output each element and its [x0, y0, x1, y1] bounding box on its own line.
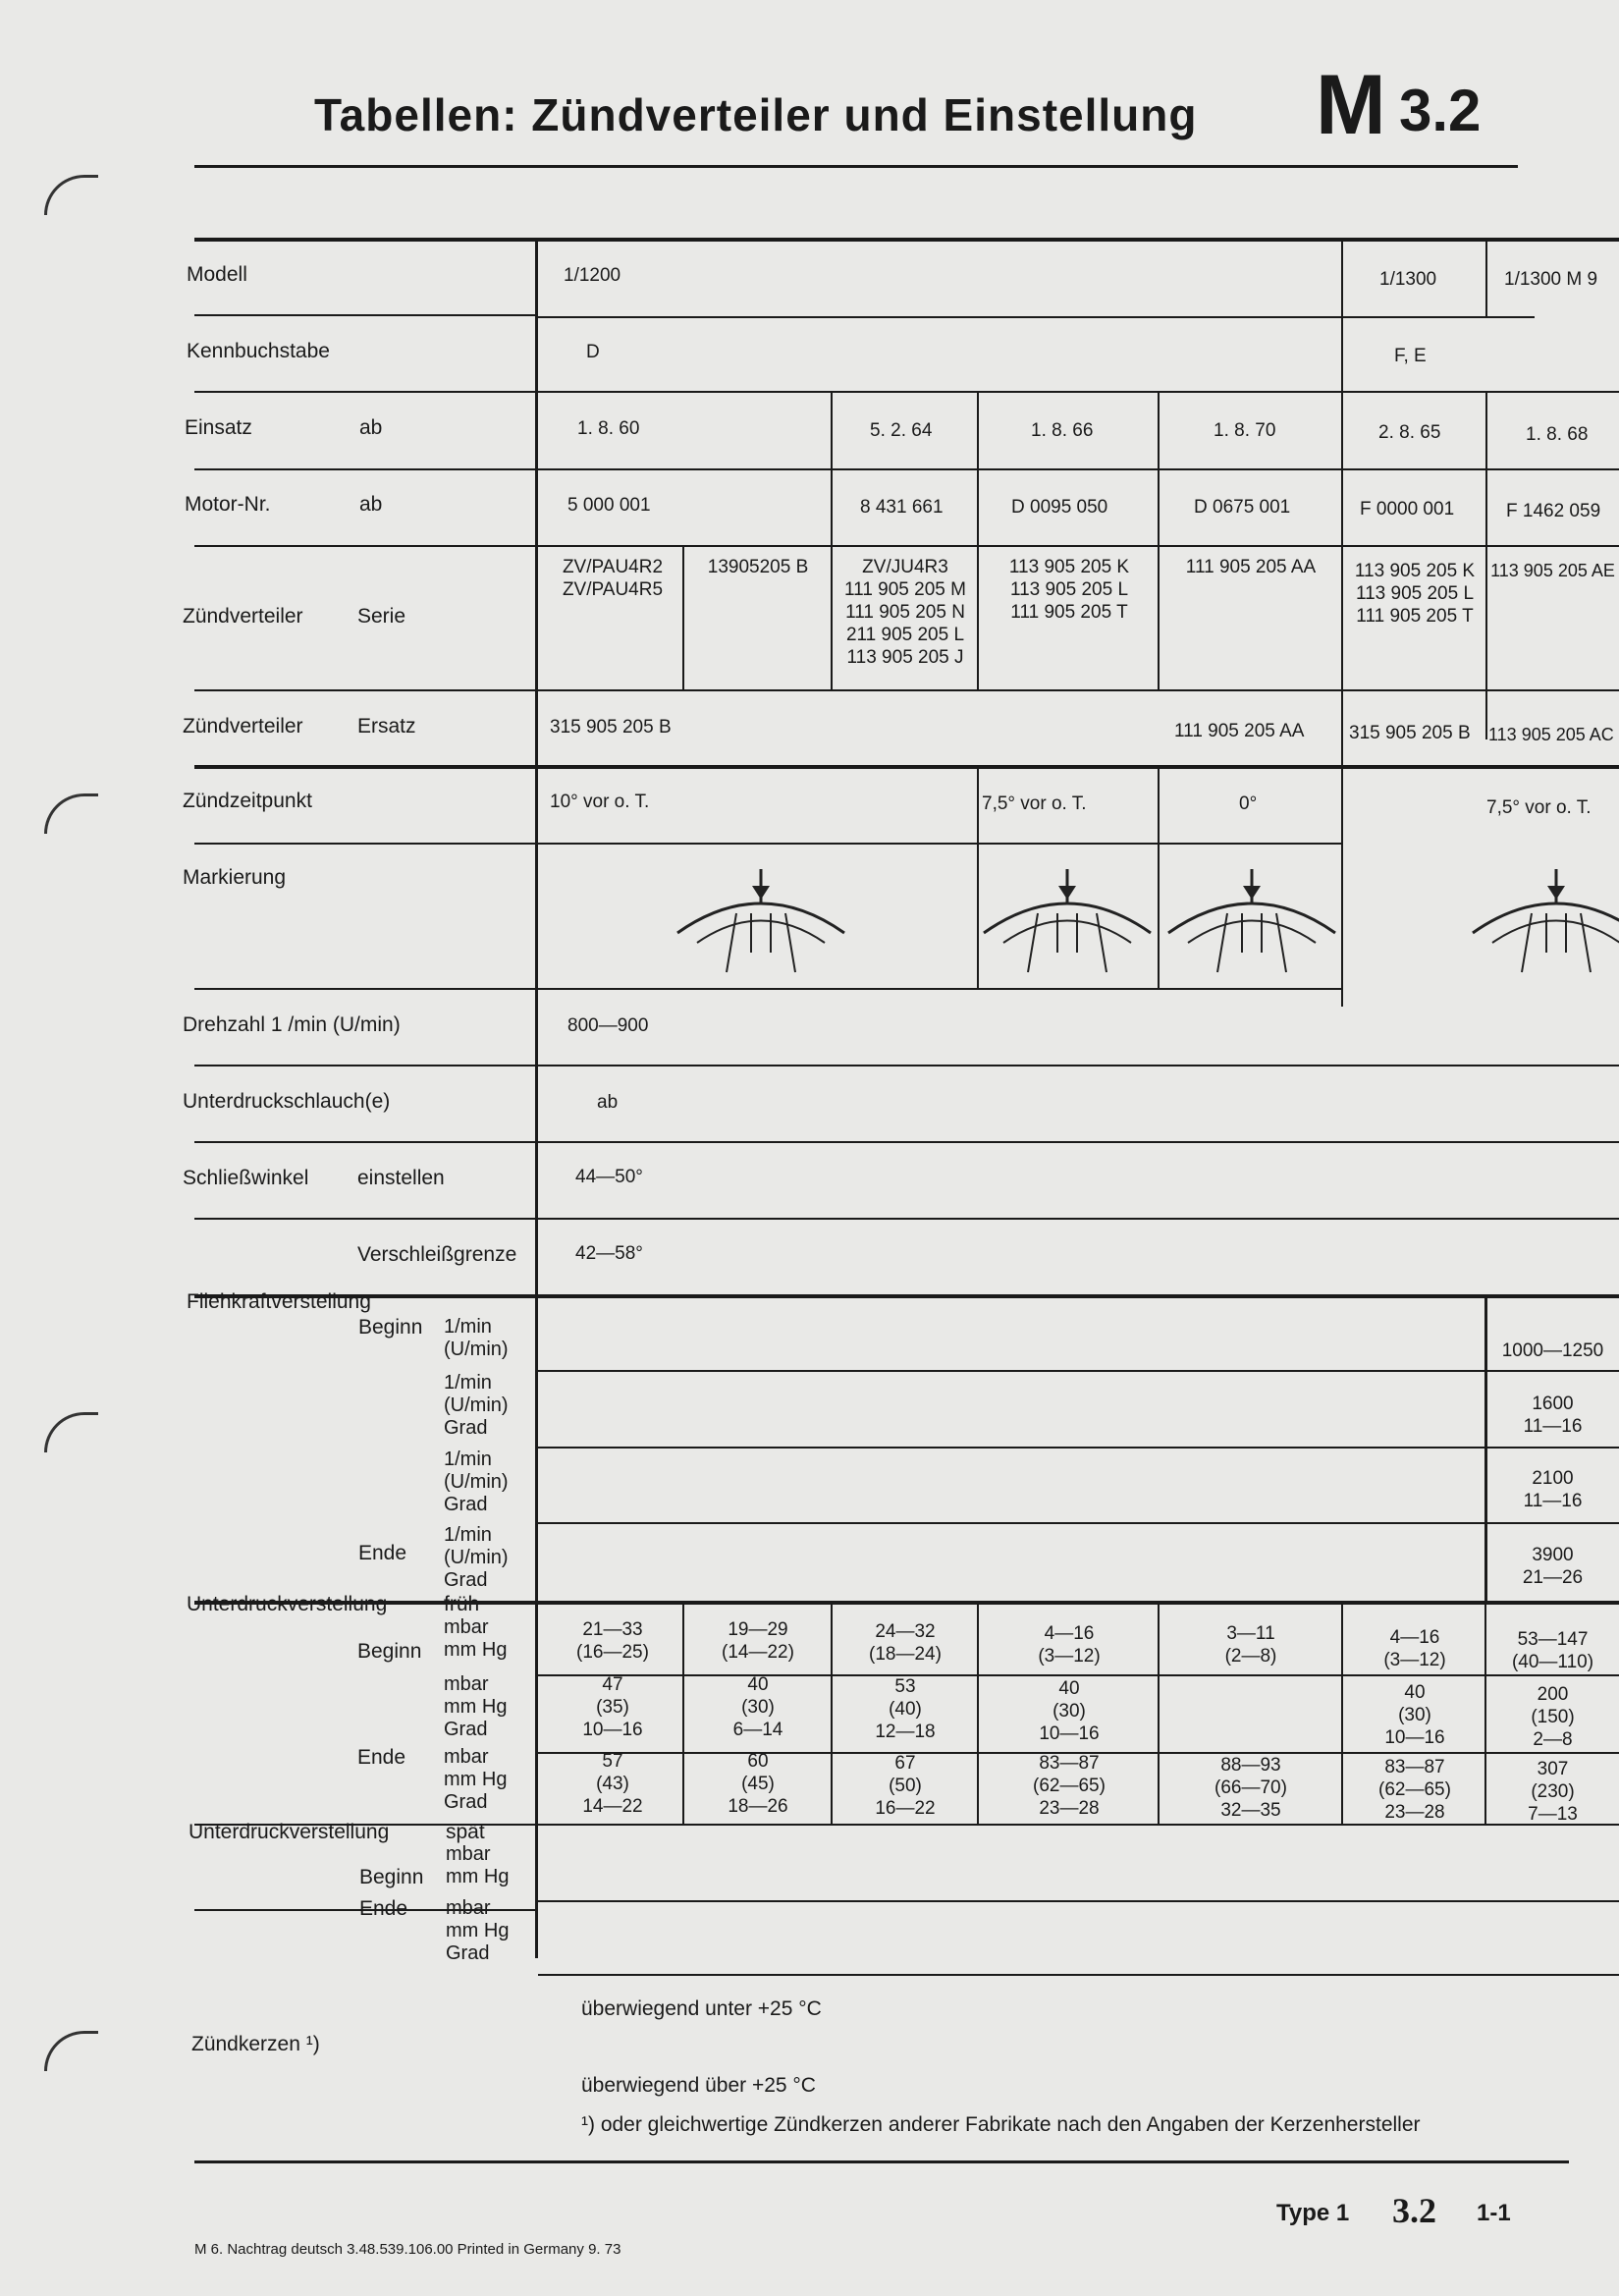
label-modell: Modell — [187, 263, 247, 286]
kerzen-unter: überwiegend unter +25 °C — [581, 1997, 822, 2020]
udf-mid-6: 40 (30) 10—16 — [1384, 1682, 1445, 1748]
flieh-4: 3900 21—26 — [1522, 1545, 1584, 1588]
binder-hole — [44, 2031, 98, 2071]
zzp-1: 10° vor o. T. — [550, 792, 650, 812]
schliess-verschleiss-value: 42—58° — [575, 1243, 643, 1264]
motor-6: F 1462 059 — [1506, 501, 1601, 521]
zzp-2: 7,5° vor o. T. — [982, 793, 1087, 814]
label-flieh-beginn: Beginn — [358, 1316, 423, 1339]
table-top-rule — [194, 238, 1619, 242]
einsatz-2: 5. 2. 64 — [870, 420, 933, 441]
udf-ende-6: 83—87 (62—65) 23—28 — [1378, 1757, 1451, 1823]
binder-hole — [44, 793, 98, 834]
udf-ende-4: 83—87 (62—65) 23—28 — [1033, 1753, 1106, 1819]
pulley-mark-icon — [1159, 864, 1345, 982]
einsatz-3: 1. 8. 66 — [1031, 420, 1094, 441]
zv-serie-4: 113 905 205 K 113 905 205 L 111 905 205 T — [1008, 557, 1130, 623]
udf-beginn-2: 19—29 (14—22) — [722, 1619, 794, 1663]
zv-serie-5: 111 905 205 AA — [1185, 557, 1317, 577]
udf-mid-7: 200 (150) 2—8 — [1531, 1684, 1575, 1750]
label-zv-ersatz: Zündverteiler — [183, 715, 303, 738]
label-kennbuchstabe: Kennbuchstabe — [187, 340, 330, 362]
udf-mid-2: 40 (30) 6—14 — [732, 1674, 783, 1740]
label-einsatz: Einsatz — [185, 416, 252, 439]
zv-ersatz-2: 111 905 205 AA — [1174, 721, 1305, 741]
label-ud-frueh-ende: Ende — [357, 1746, 406, 1769]
label-zzp: Zündzeitpunkt — [183, 790, 312, 812]
label-divider — [535, 238, 538, 1958]
label-motor-ab: ab — [359, 493, 383, 516]
label-zv-ersatz-sub: Ersatz — [357, 715, 416, 738]
label-schliess-einstellen: einstellen — [357, 1167, 445, 1189]
einsatz-5: 2. 8. 65 — [1378, 422, 1441, 443]
udf-ende-3: 67 (50) 16—22 — [875, 1753, 936, 1819]
label-flieh: Fliehkraftverstellung — [187, 1290, 371, 1313]
udf-beginn-6: 4—16 (3—12) — [1383, 1627, 1446, 1670]
section-number: 3.2 — [1399, 78, 1482, 143]
label-flieh-ende: Ende — [358, 1542, 407, 1564]
unit-ud-spaet-2: mbar mm Hg Grad — [446, 1897, 510, 1964]
motor-3: D 0095 050 — [1011, 497, 1108, 518]
binder-hole — [44, 175, 98, 215]
kenn-2: F, E — [1394, 346, 1427, 366]
section-letter: M — [1316, 58, 1386, 152]
unit-ud-frueh-2: mbar mm Hg Grad — [444, 1673, 508, 1740]
zv-ersatz-3: 315 905 205 B — [1349, 723, 1471, 743]
footer-section: 3.2 — [1392, 2191, 1436, 2230]
udf-ende-1: 57 (43) 14—22 — [582, 1751, 643, 1817]
einsatz-1: 1. 8. 60 — [577, 418, 640, 439]
label-motor: Motor-Nr. — [185, 493, 271, 516]
footer-imprint: M 6. Nachtrag deutsch 3.48.539.106.00 Printed in Germany 9. 73 — [194, 2241, 621, 2258]
label-einsatz-ab: ab — [359, 416, 383, 439]
kerzen-footnote: ¹) oder gleichwertige Zündkerzen anderer Fabrikate nach den Angaben der Kerzenhersteller — [581, 2113, 1421, 2136]
udf-ende-2: 60 (45) 18—26 — [728, 1751, 788, 1817]
motor-1: 5 000 001 — [567, 495, 651, 516]
schlauch-value: ab — [597, 1092, 619, 1113]
binder-hole — [44, 1412, 98, 1452]
modell-3: 1/1300 M 9 — [1504, 269, 1598, 290]
label-ud-frueh: Unterdruckverstellung — [187, 1593, 388, 1615]
modell-2: 1/1300 — [1379, 269, 1437, 290]
label-zv-serie-sub: Serie — [357, 605, 406, 628]
label-schliess-verschleiss: Verschleißgrenze — [357, 1243, 517, 1266]
zv-ersatz-4: 113 905 205 AC — [1488, 725, 1614, 744]
udf-beginn-4: 4—16 (3—12) — [1038, 1623, 1101, 1667]
motor-2: 8 431 661 — [860, 497, 944, 518]
title-rule — [194, 165, 1518, 168]
pulley-mark-icon — [668, 864, 854, 982]
label-schlauch: Unterdruckschlauch(e) — [183, 1090, 391, 1113]
pulley-mark-icon — [974, 864, 1160, 982]
zv-serie-1: ZV/PAU4R2 ZV/PAU4R5 — [562, 557, 664, 600]
drehzahl-value: 800—900 — [567, 1015, 649, 1036]
label-ud-spaet-mode: spät — [446, 1821, 485, 1843]
flieh-1: 1000—1250 — [1501, 1340, 1604, 1361]
unit-flieh-1: 1/min (U/min) — [444, 1316, 509, 1360]
udf-ende-7: 307 (230) 7—13 — [1528, 1759, 1578, 1825]
kenn-1: D — [586, 342, 600, 362]
label-ud-frueh-mode: früh — [444, 1593, 480, 1615]
unit-ud-spaet-1: mbar mm Hg — [446, 1843, 510, 1887]
zzp-4: 7,5° vor o. T. — [1486, 797, 1592, 818]
footer-type: Type 1 — [1276, 2200, 1350, 2226]
schliess-einstellen-value: 44—50° — [575, 1167, 643, 1187]
zv-serie-7: 113 905 205 AE — [1490, 561, 1615, 580]
zv-ersatz-1: 315 905 205 B — [550, 717, 672, 738]
unit-flieh-3: 1/min (U/min) Grad — [444, 1449, 509, 1515]
flieh-3: 2100 11—16 — [1523, 1468, 1583, 1511]
motor-5: F 0000 001 — [1360, 499, 1455, 519]
udf-beginn-5: 3—11 (2—8) — [1224, 1623, 1277, 1667]
udf-mid-4: 40 (30) 10—16 — [1039, 1678, 1100, 1744]
einsatz-6: 1. 8. 68 — [1526, 424, 1589, 445]
pulley-mark-icon — [1463, 864, 1619, 982]
udf-mid-1: 47 (35) 10—16 — [582, 1674, 643, 1740]
udf-beginn-7: 53—147 (40—110) — [1511, 1629, 1594, 1672]
page-title: Tabellen: Zündverteiler und Einstellung — [314, 89, 1198, 140]
label-ud-spaet: Unterdruckverstellung — [189, 1821, 390, 1843]
unit-ud-frueh-3: mbar mm Hg Grad — [444, 1746, 508, 1813]
zv-serie-3: ZV/JU4R3 111 905 205 M 111 905 205 N 211 905 205 L 113 905 205 J — [844, 557, 966, 668]
label-drehzahl: Drehzahl 1 /min (U/min) — [183, 1013, 401, 1036]
label-ud-frueh-beginn: Beginn — [357, 1640, 422, 1663]
label-ud-spaet-beginn: Beginn — [359, 1866, 424, 1888]
udf-ende-5: 88—93 (66—70) 32—35 — [1214, 1755, 1287, 1821]
zzp-3: 0° — [1239, 793, 1258, 814]
einsatz-4: 1. 8. 70 — [1214, 420, 1276, 441]
modell-1: 1/1200 — [564, 265, 621, 286]
unit-ud-frueh-1: mbar mm Hg — [444, 1616, 508, 1661]
label-kerzen: Zündkerzen ¹) — [191, 2033, 320, 2055]
kerzen-ueber: überwiegend über +25 °C — [581, 2074, 816, 2097]
label-schliess: Schließwinkel — [183, 1167, 309, 1189]
flieh-2: 1600 11—16 — [1523, 1394, 1583, 1437]
zv-serie-2: 13905205 B — [707, 557, 809, 577]
label-ud-spaet-ende: Ende — [359, 1897, 408, 1920]
udf-beginn-3: 24—32 (18—24) — [869, 1621, 942, 1665]
motor-4: D 0675 001 — [1194, 497, 1291, 518]
label-markierung: Markierung — [183, 866, 287, 889]
udf-mid-3: 53 (40) 12—18 — [875, 1676, 936, 1742]
label-zv-serie: Zündverteiler — [183, 605, 303, 628]
udf-beginn-1: 21—33 (16—25) — [576, 1619, 649, 1663]
unit-flieh-4: 1/min (U/min) Grad — [444, 1524, 509, 1591]
footer-page: 1-1 — [1477, 2200, 1511, 2226]
zv-serie-6: 113 905 205 K 113 905 205 L 111 905 205 T — [1354, 561, 1476, 627]
unit-flieh-2: 1/min (U/min) Grad — [444, 1372, 509, 1439]
